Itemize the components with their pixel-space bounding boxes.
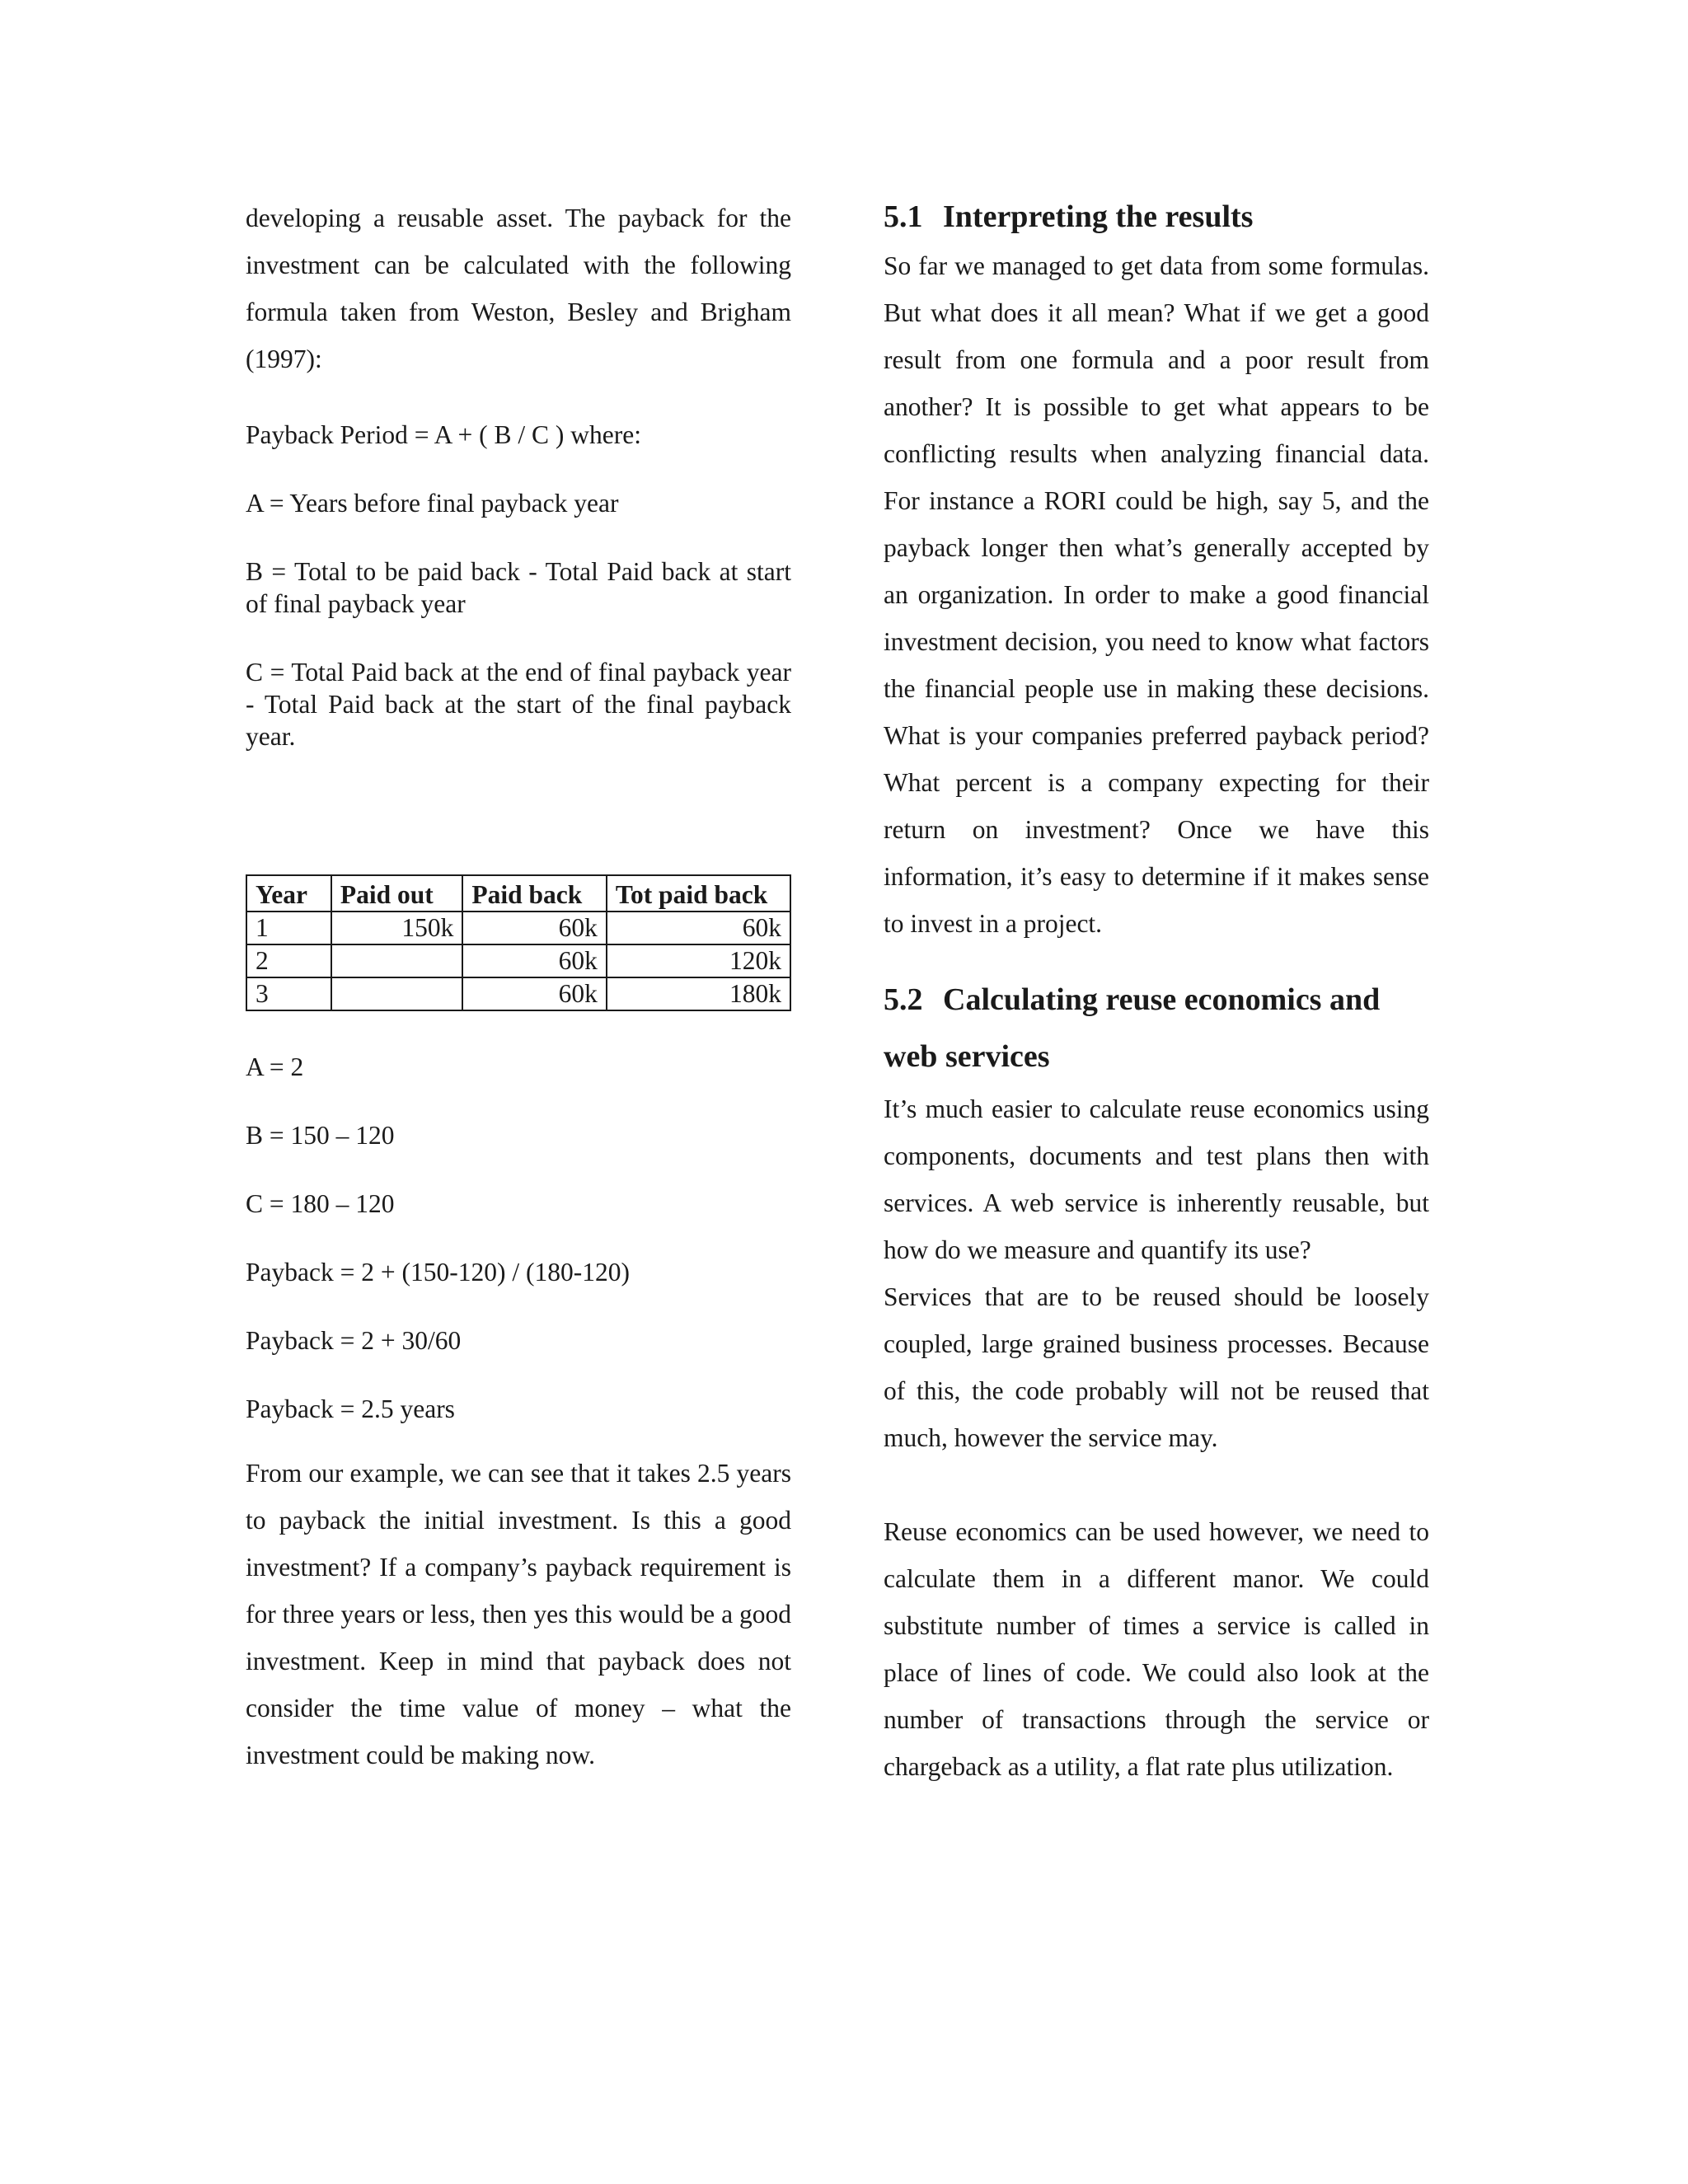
table-header-row <box>246 875 790 912</box>
payback-table <box>246 874 791 1011</box>
cell-paid-out <box>331 944 463 977</box>
table-row <box>246 977 790 1010</box>
cell-paid-out <box>331 977 463 1010</box>
section-number: 5.1 <box>884 199 923 234</box>
definition-c: C = Total Paid back at the end of final payback year - Total Paid back at the start of the final payback year. <box>246 658 791 751</box>
header-paid-back: Paid back <box>462 875 606 912</box>
right-column <box>884 191 1429 1790</box>
section-number: 5.2 <box>884 982 923 1017</box>
calc-c: C = 180 – 120 <box>246 1189 395 1218</box>
calc-b: B = 150 – 120 <box>246 1121 395 1150</box>
header-year: Year <box>246 875 331 912</box>
section-5-2-body-3: Reuse economics can be used however, we need to calculate them in a different manor. We could substitute number of times a service is called in place of lines of code. We could also look at the number of transactions through the service or chargeback as a utility, a flat rate plus utilization. <box>884 1517 1429 1781</box>
table-row <box>246 912 790 944</box>
cell-paid-out: 150k <box>331 912 463 944</box>
section-title: Interpreting the results <box>943 199 1254 234</box>
cell-tot-paid-back: 120k <box>607 944 790 977</box>
section-5-1-heading <box>884 191 1429 242</box>
cell-paid-back: 60k <box>462 912 606 944</box>
definition-a: A = Years before final payback year <box>246 489 619 518</box>
section-title: Calculating reuse economics and web services <box>884 982 1381 1074</box>
cell-year: 1 <box>246 912 331 944</box>
header-tot-paid-back: Tot paid back <box>607 875 790 912</box>
section-5-2-body-1: It’s much easier to calculate reuse economics using components, documents and test plans then with services. A web service is inherently reusable, but how do we measure and quantify its use? <box>884 1094 1429 1264</box>
cell-tot-paid-back: 180k <box>607 977 790 1010</box>
section-5-2-body-2: Services that are to be reused should be loosely coupled, large grained business processes. Because of this, the code probably will not be reused that much, however the service may. <box>884 1282 1429 1452</box>
calc-payback-3: Payback = 2.5 years <box>246 1394 455 1423</box>
cell-paid-back: 60k <box>462 944 606 977</box>
cell-paid-back: 60k <box>462 977 606 1010</box>
definition-b: B = Total to be paid back - Total Paid back at start of final payback year <box>246 557 791 618</box>
intro-paragraph: developing a reusable asset. The payback for the investment can be calculated with the following formula taken from Weston, Besley and Brigham (1997): <box>246 204 791 373</box>
table-row <box>246 944 790 977</box>
left-column <box>246 194 791 1779</box>
header-paid-out: Paid out <box>331 875 463 912</box>
cell-year: 3 <box>246 977 331 1010</box>
calc-a: A = 2 <box>246 1052 304 1081</box>
cell-tot-paid-back: 60k <box>607 912 790 944</box>
calc-payback-1: Payback = 2 + (150-120) / (180-120) <box>246 1258 630 1286</box>
formula-line: Payback Period = A + ( B / C ) where: <box>246 420 641 449</box>
section-5-1-body: So far we managed to get data from some formulas. But what does it all mean? What if we get a good result from one formula and a poor result from another? It is possible to get what appears to be conflicting results when analyzing financial data. For instance a RORI could be high, say 5, and the payback longer then what’s generally accepted by an organization. In order to make a good financial investment decision, you need to know what factors the financial people use in making these decisions. What is your companies preferred payback period? What percent is a company expecting for their return on investment? Once we have this information, it’s easy to determine if it makes sense to invest in a project. <box>884 251 1429 938</box>
calc-payback-2: Payback = 2 + 30/60 <box>246 1326 462 1355</box>
section-5-2-heading <box>884 972 1429 1085</box>
conclusion-paragraph: From our example, we can see that it takes 2.5 years to payback the initial investment. Is this a good investment? If a company’s payback requirement is for three years or less, then yes this would be a good investment. Keep in mind that payback does not consider the time value of money – what the investment could be making now. <box>246 1459 791 1769</box>
cell-year: 2 <box>246 944 331 977</box>
